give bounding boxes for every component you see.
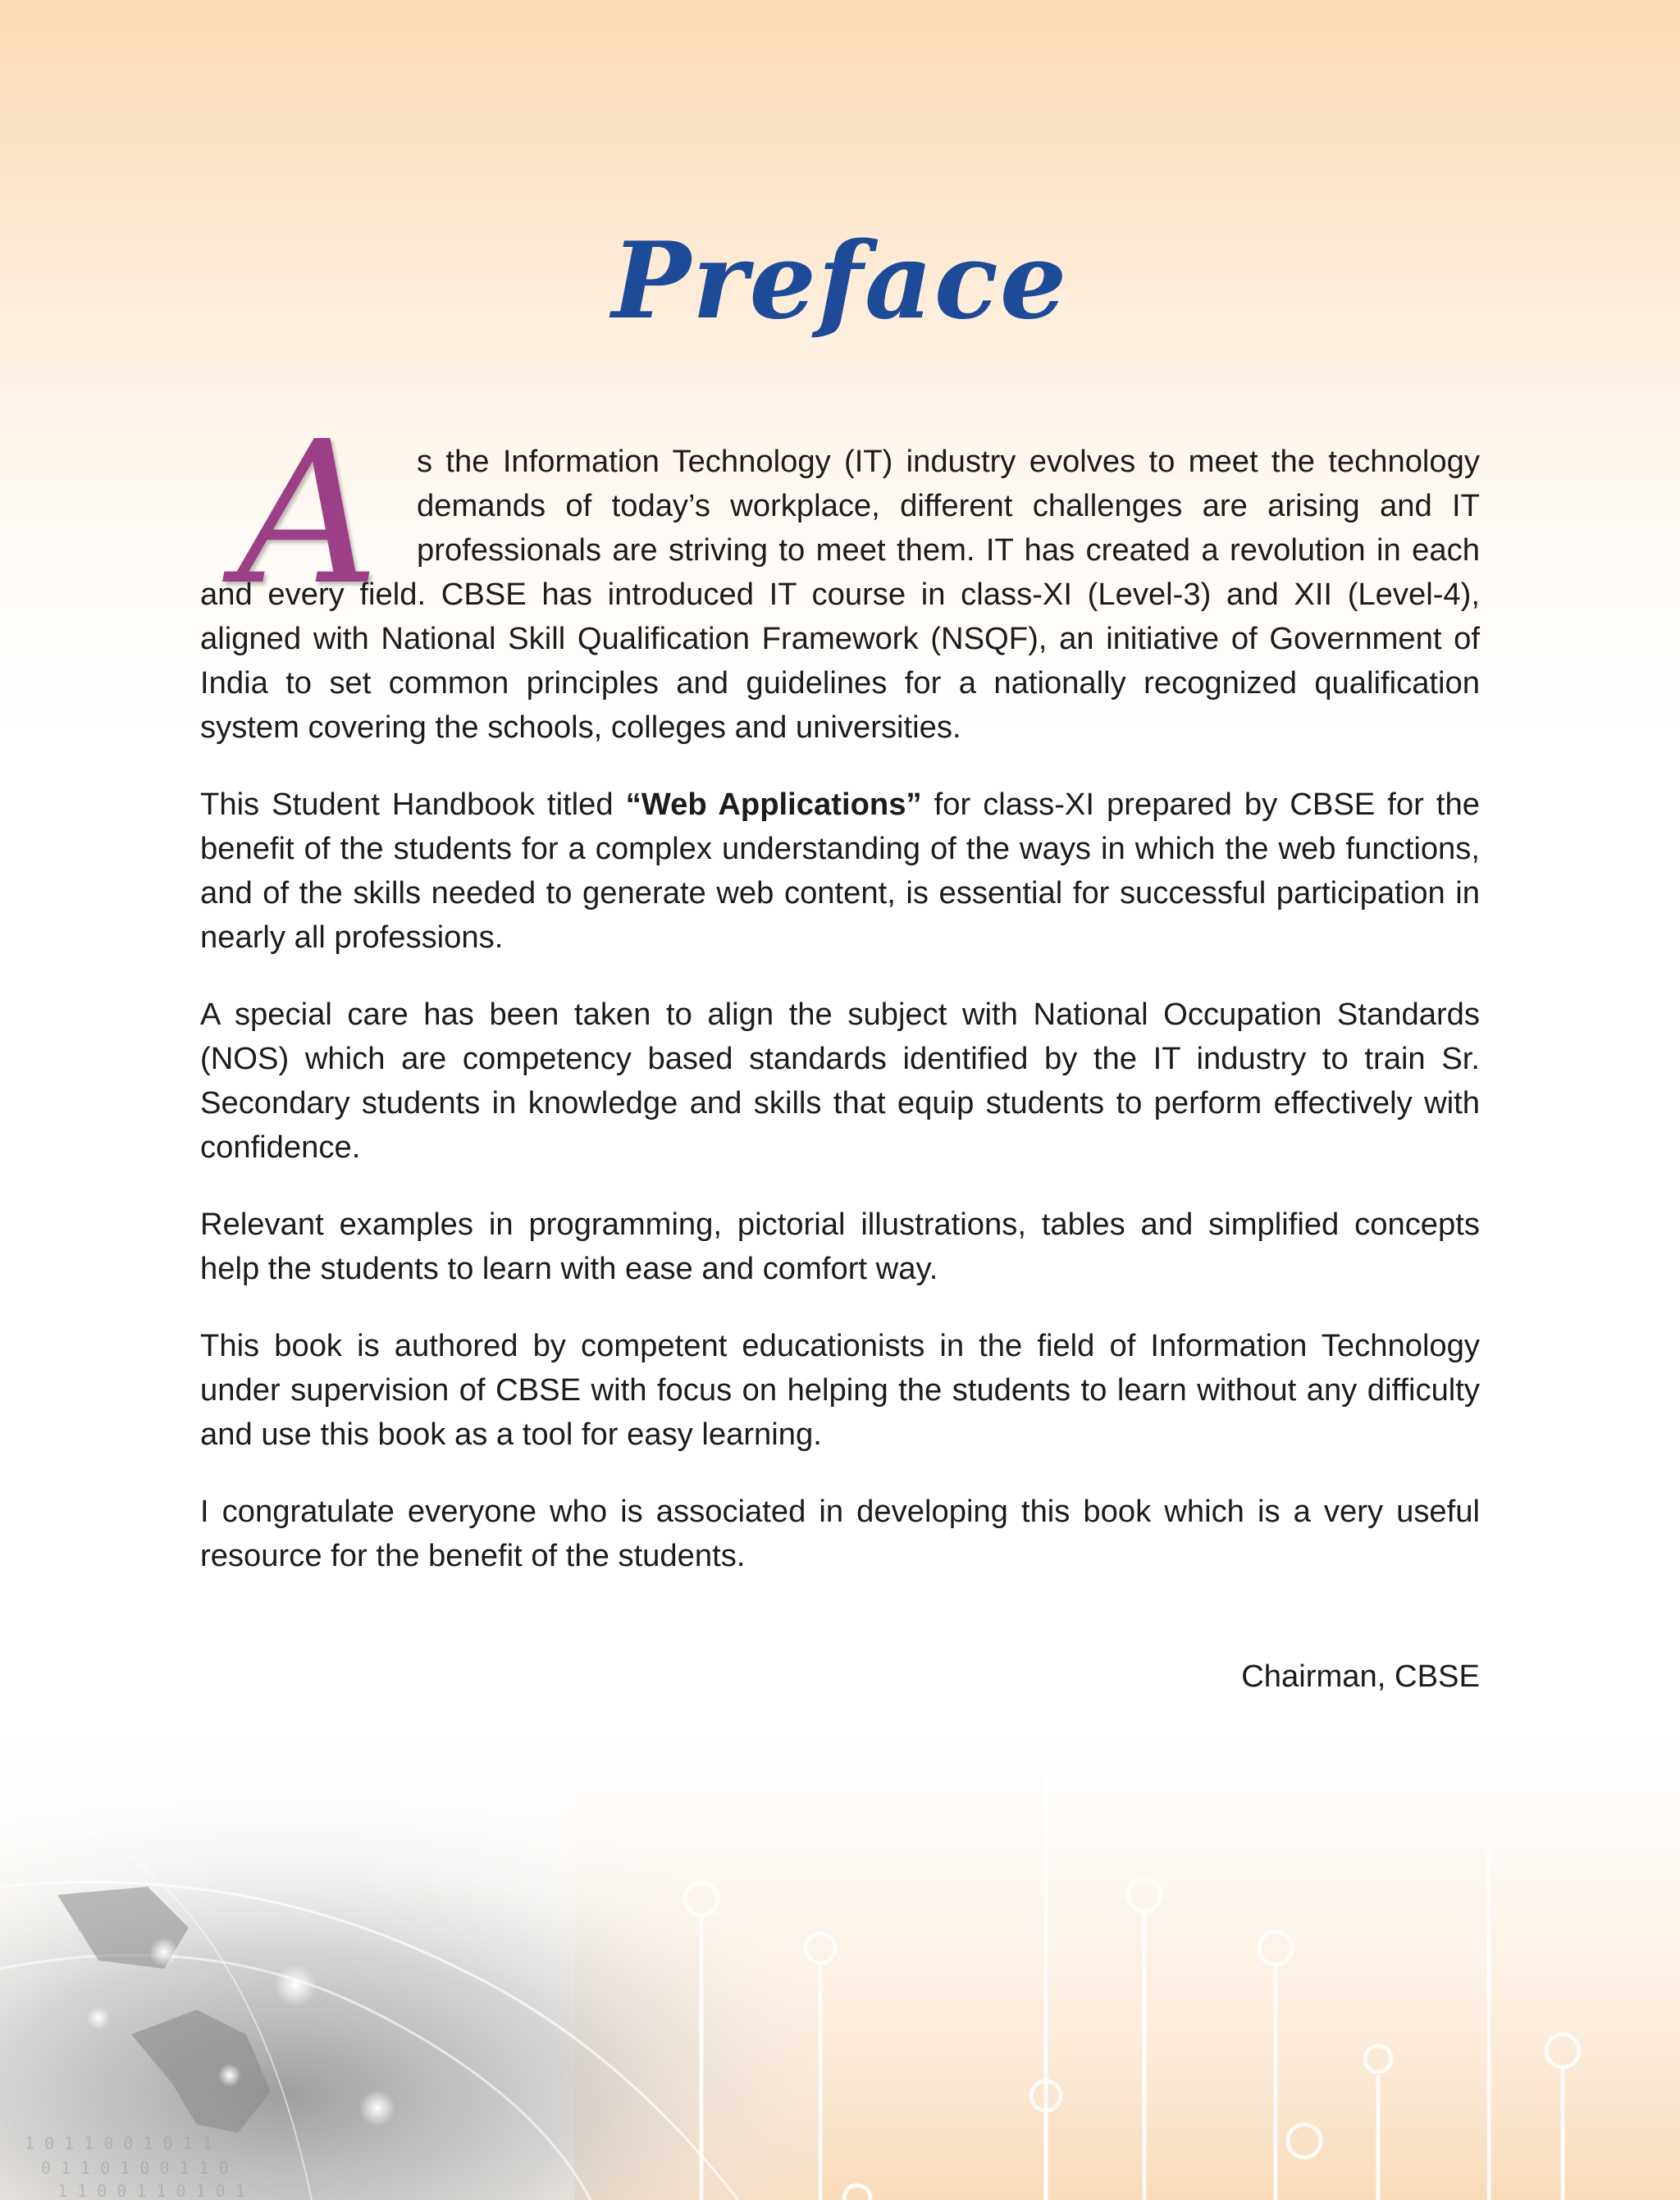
paragraph-3: A special care has been taken to align the subject with National Occupation Standards (NOS) which are competency based standards identified by the IT industry to train Sr. Secondary students in knowledge and skills that equip students to perform effectively with confidence. — [200, 997, 1480, 1165]
paragraph-2 — [200, 783, 1480, 960]
paragraph-6: I congratulate everyone who is associated in developing this book which is a very useful resource for the benefit of the students. — [200, 1494, 1480, 1573]
paragraph-2-after: for class-XI prepared by CBSE for the benefit of the students for a complex understanding of the ways in which the web functions, and of the skills needed to generate web content, is essential for successful participation in nearly all professions. — [200, 787, 1480, 955]
signature: Chairman, CBSE — [1241, 1659, 1480, 1694]
svg-text:0 1 1 0 1 0 0 1 1 0: 0 1 1 0 1 0 0 1 1 0 — [41, 2158, 229, 2178]
bottom-decoration — [0, 1764, 1680, 2200]
paragraph-5: This book is authored by competent educationists in the field of Information Technology under supervision of CBSE with focus on helping the students to learn without any difficulty and use this book as a tool for easy learning. — [200, 1328, 1480, 1452]
drop-cap: A — [237, 399, 380, 628]
svg-text:1 0 1 1 0 0 1 0 1 1: 1 0 1 1 0 0 1 0 1 1 — [25, 2134, 212, 2153]
globe-illustration — [0, 1780, 820, 2200]
page-title: Preface — [611, 220, 1069, 343]
paragraph-2-before: This Student Handbook titled — [200, 787, 626, 822]
paragraph-4: Relevant examples in programming, pictorial illustrations, tables and simplified concepts help the students to learn with ease and comfort way. — [200, 1207, 1480, 1286]
book-title: “Web Applications” — [625, 787, 922, 822]
paragraph-1-text: s the Information Technology (IT) industry evolves to meet the technology demands of today’s workplace, different challenges are arising and IT professionals are striving to meet them. IT has created a revolution in each and every field. CBSE has introduced IT course in class-XI (Level-3) and XII (Level-4), aligned with National Skill Qualification Framework (NSQF), an initiative of Government of India to set common principles and guidelines for a nationally recognized qualification system covering the schools, colleges and universities. — [200, 444, 1480, 745]
paragraph-1 — [200, 399, 1480, 750]
svg-text:1 1 0 0 1 1 0 1 0 1: 1 1 0 0 1 1 0 1 0 1 — [57, 2181, 245, 2200]
preface-body — [200, 399, 1480, 1611]
